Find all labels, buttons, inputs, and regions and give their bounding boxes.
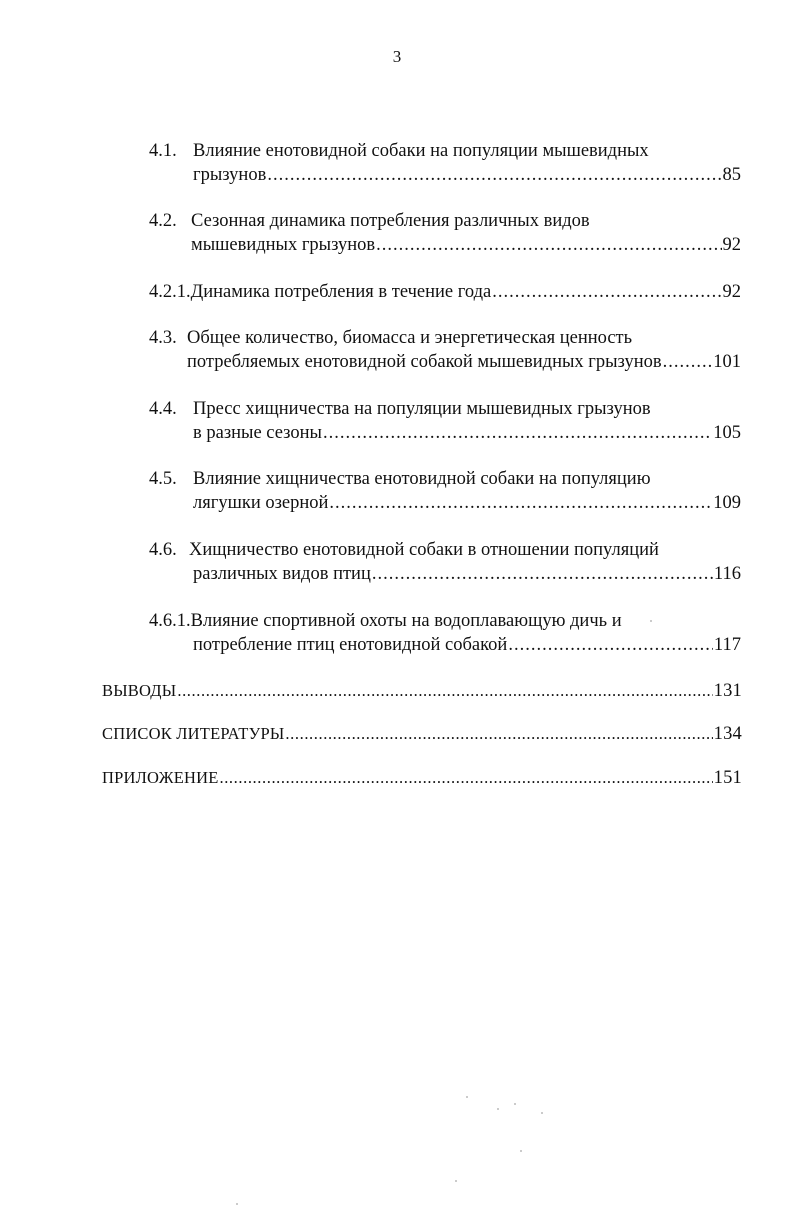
toc-entry-number: 4.5. bbox=[149, 469, 177, 489]
scan-speck bbox=[520, 1150, 522, 1152]
scan-speck bbox=[236, 1203, 238, 1205]
toc-leader-dots bbox=[323, 421, 712, 445]
toc-leader-dots bbox=[329, 491, 712, 515]
toc-leader-dots bbox=[219, 766, 712, 790]
toc-entry-number: 4.6.1. bbox=[149, 611, 191, 631]
toc-entry-title: Пресс хищничества на популяции мышевидных грызунов bbox=[193, 399, 651, 419]
toc-entry-page: 109 bbox=[713, 493, 741, 513]
toc-entry-page: 116 bbox=[713, 564, 741, 584]
toc-entry-title-continued: потребление птиц енотовидной собакой bbox=[193, 635, 508, 655]
toc-entry-4-3 bbox=[149, 326, 741, 374]
toc-entry-4-5 bbox=[149, 467, 741, 515]
toc-entry-4-6 bbox=[149, 538, 741, 586]
toc-entry-4-4 bbox=[149, 397, 741, 445]
page-number: 3 bbox=[392, 47, 402, 66]
toc-entry-title-continued: лягушки озерной bbox=[193, 493, 329, 513]
toc-entry-number: 4.6. bbox=[149, 540, 177, 560]
toc-entry-page: 92 bbox=[722, 282, 741, 302]
toc-entry-4-6-1 bbox=[149, 609, 741, 657]
scan-speck bbox=[455, 1180, 457, 1182]
toc-entry-title: Влияние спортивной охоты на водоплавающую дичь и bbox=[190, 611, 622, 631]
scan-speck bbox=[514, 1103, 516, 1105]
toc-section-page: 131 bbox=[713, 681, 742, 701]
toc-entry-number: 4.3. bbox=[149, 328, 177, 348]
toc-entry-number: 4.2.1. bbox=[149, 282, 191, 302]
toc-entry-title-continued: потребляемых енотовидной собакой мышевидных грызунов bbox=[187, 352, 662, 372]
toc-entry-number: 4.1. bbox=[149, 141, 177, 161]
toc-section-page: 151 bbox=[713, 768, 742, 788]
scan-speck bbox=[497, 1108, 499, 1110]
toc-section-references bbox=[102, 722, 742, 746]
toc-leader-dots bbox=[663, 350, 713, 374]
toc-section-conclusions bbox=[102, 679, 742, 703]
toc-section-title: СПИСОК ЛИТЕРАТУРЫ bbox=[102, 724, 285, 743]
toc-entry-page: 117 bbox=[713, 635, 741, 655]
toc-leader-dots bbox=[267, 163, 721, 187]
toc-entry-number: 4.2. bbox=[149, 211, 177, 231]
toc-entry-4-2 bbox=[149, 209, 741, 257]
toc-section-title: ПРИЛОЖЕНИЕ bbox=[102, 768, 219, 787]
toc-entry-title-continued: различных видов птиц bbox=[193, 564, 371, 584]
toc-entry-page: 92 bbox=[722, 235, 741, 255]
toc-entry-4-1 bbox=[149, 139, 741, 187]
toc-entry-title: Влияние енотовидной собаки на популяции мышевидных bbox=[193, 141, 649, 161]
toc-entry-title-continued: мышевидных грызунов bbox=[191, 235, 376, 255]
toc-entry-page: 101 bbox=[713, 352, 741, 372]
toc-entry-title: Динамика потребления в течение года bbox=[190, 282, 492, 302]
toc-entry-title-continued: в разные сезоны bbox=[193, 423, 322, 443]
toc-leader-dots bbox=[285, 722, 712, 746]
toc-leader-dots bbox=[508, 633, 713, 657]
toc-entry-title: Влияние хищничества енотовидной собаки на популяцию bbox=[193, 469, 651, 489]
toc-entry-4-2-1 bbox=[149, 280, 741, 304]
toc-entry-title: Общее количество, биомасса и энергетическая ценность bbox=[187, 328, 633, 348]
scan-speck bbox=[650, 620, 652, 622]
toc-entry-title: Сезонная динамика потребления различных видов bbox=[191, 211, 590, 231]
toc-entry-title-continued: грызунов bbox=[193, 165, 267, 185]
toc-section-page: 134 bbox=[713, 724, 742, 744]
toc-leader-dots bbox=[492, 280, 721, 304]
scan-speck bbox=[466, 1096, 468, 1098]
toc-entry-title: Хищничество енотовидной собаки в отношении популяций bbox=[189, 540, 659, 560]
toc-leader-dots bbox=[177, 679, 712, 703]
toc-entry-page: 105 bbox=[713, 423, 741, 443]
toc-entry-page: 85 bbox=[722, 165, 741, 185]
toc-entry-number: 4.4. bbox=[149, 399, 177, 419]
toc-section-title: ВЫВОДЫ bbox=[102, 681, 177, 700]
scan-speck bbox=[541, 1112, 543, 1114]
toc-section-appendix bbox=[102, 766, 742, 790]
toc-leader-dots bbox=[376, 233, 721, 257]
toc-leader-dots bbox=[372, 562, 713, 586]
